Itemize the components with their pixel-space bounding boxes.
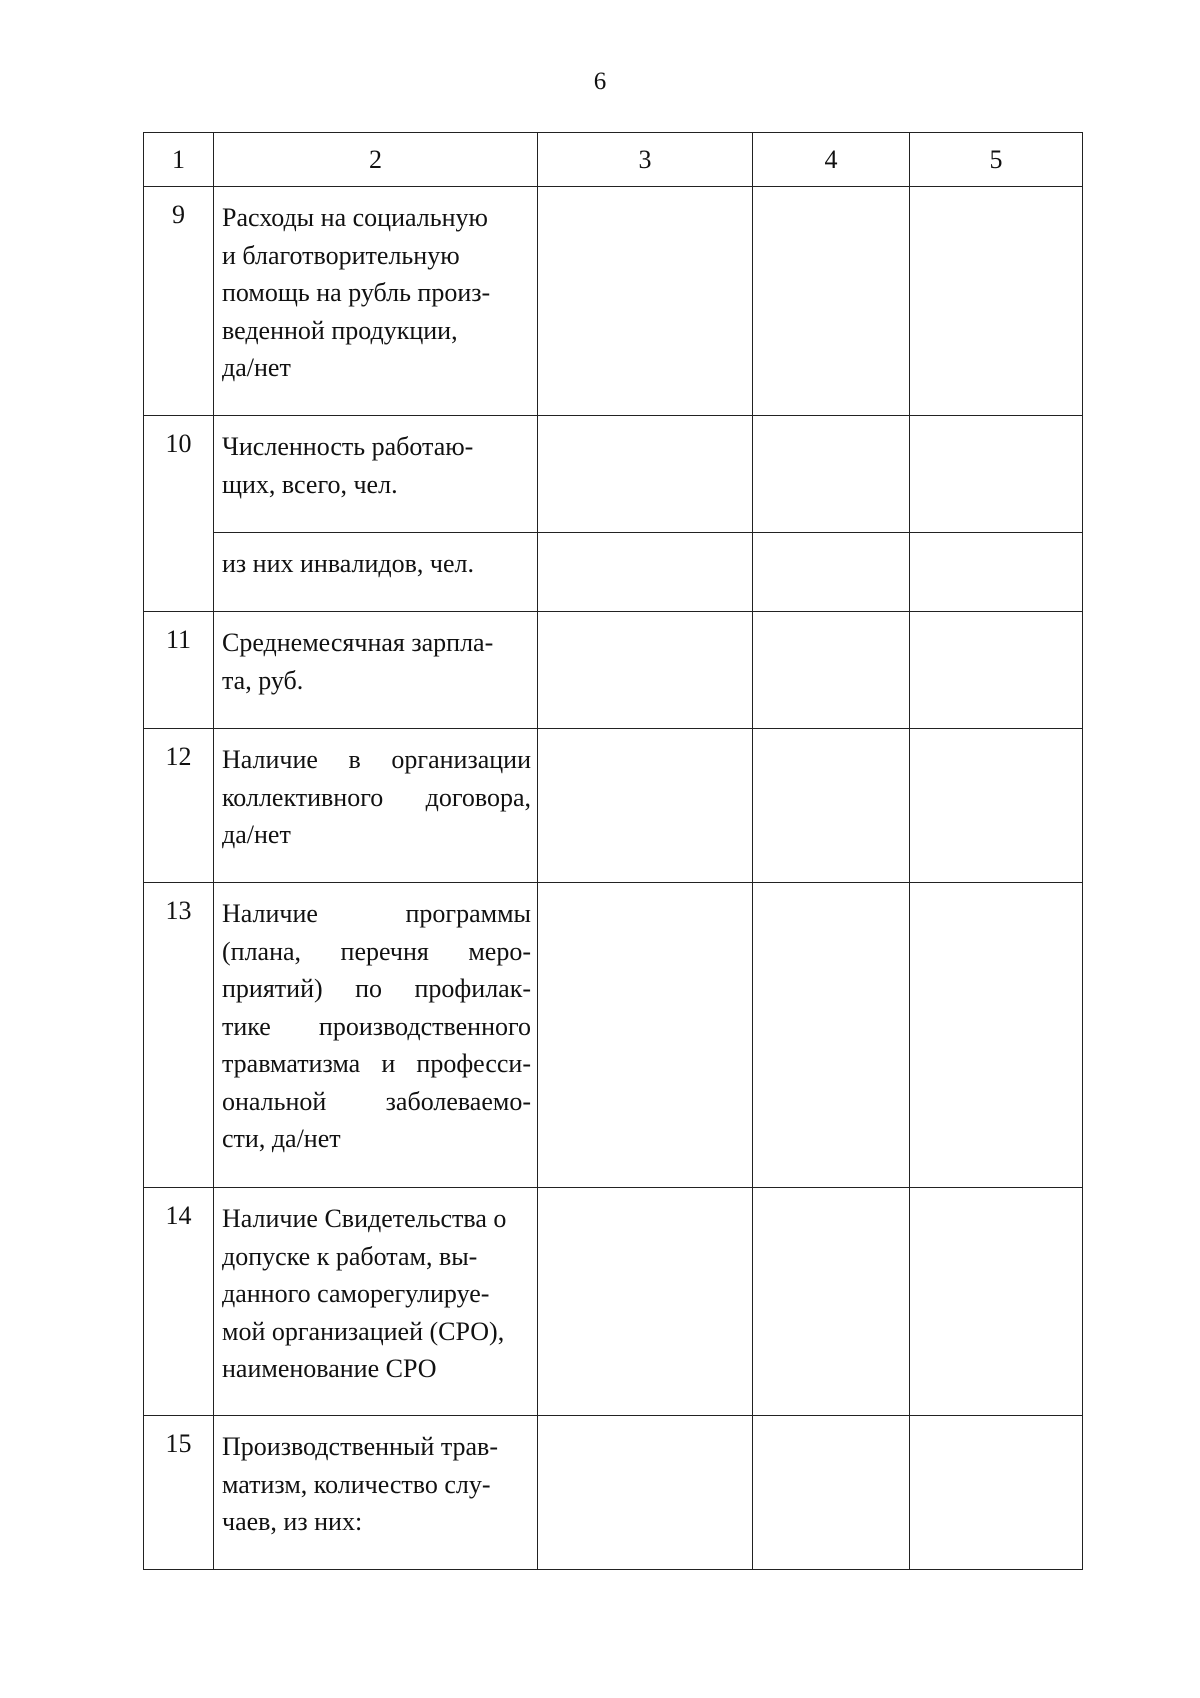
empty-cell [910,883,1083,1188]
row-text-line: и благотворительную [222,240,460,270]
header-cell-4: 4 [753,133,910,187]
row-number: 12 [144,729,214,883]
row-text-line: веденной продукции, [222,315,458,345]
table-row [144,612,1083,729]
row-text-line: да/нет [222,353,291,382]
row-text-line: травматизма и професси- [222,1049,531,1078]
row-text-line: матизм, количество слу- [222,1469,491,1499]
row-number: 13 [144,883,214,1188]
row-description [214,612,538,729]
row-text-line: Наличие в организации [222,745,531,774]
table-row [144,729,1083,883]
table-row [144,1416,1083,1570]
empty-cell [753,187,910,416]
empty-cell [538,729,753,883]
row-description [214,1416,538,1570]
row-number: 9 [144,187,214,416]
row-description [214,729,538,883]
empty-cell [753,1416,910,1570]
row-text-line: Производственный трав- [222,1432,498,1461]
table-row [144,416,1083,533]
empty-cell [538,187,753,416]
row-text-line: Среднемесячная зарпла- [222,628,494,657]
table-row [144,1188,1083,1416]
row-text-line: данного саморегулируе- [222,1279,490,1308]
row-number: 11 [144,612,214,729]
empty-cell [753,883,910,1188]
empty-cell [910,729,1083,883]
row-text-line: из них инвалидов, чел. [222,549,475,578]
header-cell-5: 5 [910,133,1083,187]
table-row [144,187,1083,416]
row-text-line: сти, да/нет [222,1124,341,1153]
header-cell-1: 1 [144,133,214,187]
row-number: 15 [144,1416,214,1570]
row-text-line: Численность работаю- [222,432,474,461]
empty-cell [753,416,910,533]
empty-cell [538,1188,753,1416]
table-row [144,883,1083,1188]
row-description [214,533,538,612]
empty-cell [538,1416,753,1570]
row-number: 14 [144,1188,214,1416]
empty-cell [753,1188,910,1416]
row-description [214,1188,538,1416]
empty-cell [538,883,753,1188]
empty-cell [910,187,1083,416]
row-text-line: помощь на рубль произ- [222,278,491,307]
row-text-line: Наличие программы [222,899,531,928]
empty-cell [910,1416,1083,1570]
table-header-row [144,133,1083,187]
row-text-line: приятий) по профилак- [222,974,531,1003]
row-text-line: щих, всего, чел. [222,469,398,499]
empty-cell [910,612,1083,729]
row-description [214,416,538,533]
table-subrow [144,533,1083,612]
empty-cell [753,612,910,729]
row-description [214,187,538,416]
row-text-line: чаев, из них: [222,1507,363,1536]
header-cell-3: 3 [538,133,753,187]
row-text-line: тике производственного [222,1011,531,1041]
empty-cell [538,533,753,612]
row-number: 10 [144,416,214,612]
row-text-line: Наличие Свидетельства о [222,1204,507,1233]
row-text-line: мой организацией (СРО), [222,1316,505,1346]
empty-cell [538,612,753,729]
empty-cell [910,416,1083,533]
row-text-line: ональной заболеваемо- [222,1086,531,1116]
empty-cell [910,533,1083,612]
row-text-line: та, руб. [222,665,304,695]
empty-cell [753,729,910,883]
header-cell-2: 2 [214,133,538,187]
row-text-line: коллективного договора, [222,782,531,812]
row-text-line: (плана, перечня меро- [222,936,531,966]
row-text-line: Расходы на социальную [222,203,488,232]
data-table [143,132,1083,1570]
empty-cell [910,1188,1083,1416]
empty-cell [538,416,753,533]
row-text-line: наименование СРО [222,1354,437,1383]
row-description [214,883,538,1188]
row-text-line: да/нет [222,820,291,849]
row-text-line: допуске к работам, вы- [222,1241,478,1271]
empty-cell [753,533,910,612]
page-number: 6 [593,68,607,95]
